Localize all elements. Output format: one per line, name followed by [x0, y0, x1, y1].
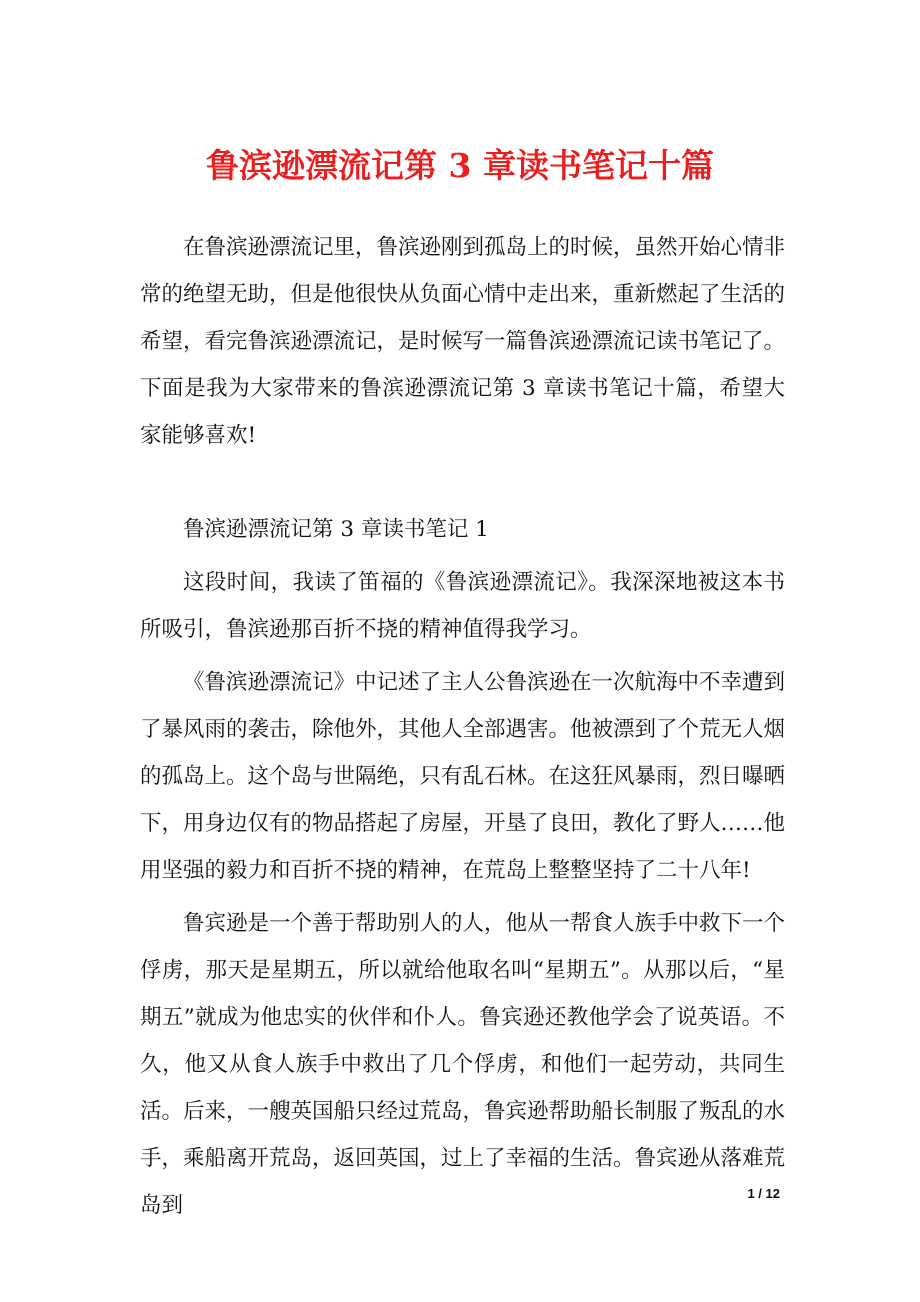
body-paragraph: 这段时间，我读了笛福的《鲁滨逊漂流记》。我深深地被这本书所吸引，鲁滨逊那百折不挠的精神值得我学习。 [140, 570, 785, 642]
section-heading: 鲁滨逊漂流记第 3 章读书笔记 1 [183, 517, 489, 542]
page-number: 1 / 12 [747, 1186, 780, 1201]
body-paragraph: 鲁宾逊是一个善于帮助别人的人，他从一帮食人族手中救下一个俘虏，那天是星期五，所以就给他取名叫“星期五”。从那以后，“星期五”就成为他忠实的伙伴和仆人。鲁宾逊还教他学会了说英语。不久，他又从食人族手中救出了几个俘虏，和他们一起劳动，共同生活。后来，一艘英国船只经过荒岛，鲁宾逊帮助船长制服了叛乱的水手，乘船离开荒岛，返回英国，过上了幸福的生活。鲁宾逊从落难荒岛到 [140, 911, 786, 1218]
body-paragraph: 《鲁滨逊漂流记》中记述了主人公鲁滨逊在一次航海中不幸遭到了暴风雨的袭击，除他外，其他人全部遇害。他被漂到了个荒无人烟的孤岛上。这个岛与世隔绝，只有乱石林。在这狂风暴雨，烈日曝晒下，用身边仅有的物品搭起了房屋，开垦了良田，教化了野人……他用坚强的毅力和百折不挠的精神，在荒岛上整整坚持了二十八年! [140, 670, 786, 883]
intro-paragraph: 在鲁滨逊漂流记里，鲁滨逊刚到孤岛上的时候，虽然开始心情非常的绝望无助，但是他很快从负面心情中走出来，重新燃起了生活的希望，看完鲁滨逊漂流记，是时候写一篇鲁滨逊漂流记读书笔记了。下面是我为大家带来的鲁滨逊漂流记第 3 章读书笔记十篇，希望大家能够喜欢! [140, 235, 786, 448]
page-title: 鲁滨逊漂流记第 3 章读书笔记十篇 [206, 146, 714, 185]
document-body [140, 224, 785, 1229]
